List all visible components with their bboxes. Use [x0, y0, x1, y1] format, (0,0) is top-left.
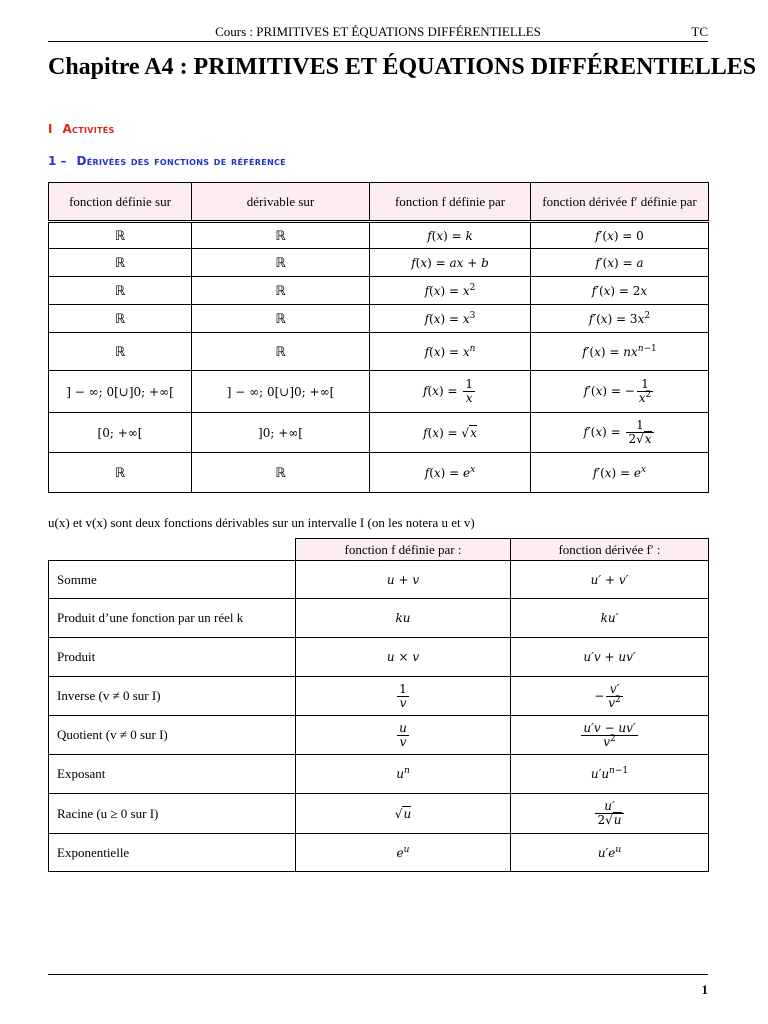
col-header-domain: fonction définie sur: [49, 183, 192, 222]
table-row: [49, 453, 709, 493]
table-row: [49, 638, 709, 677]
operations-derivatives-table: [48, 538, 709, 872]
function-cell: √u: [296, 794, 511, 834]
differentiable-cell: ℝ: [192, 277, 370, 305]
derivative-cell: $f'(x) = nx^{n-1}$: [531, 333, 709, 371]
table-header-row: [49, 539, 709, 561]
operation-label: Produit: [49, 638, 296, 677]
operation-label: Quotient (v ≠ 0 sur I): [49, 716, 296, 755]
table-row: [49, 222, 709, 249]
reference-derivatives-table: [48, 182, 709, 493]
domain-cell: ℝ: [49, 277, 192, 305]
operation-label: Somme: [49, 561, 296, 599]
function-cell: $e^u$: [296, 834, 511, 872]
subsection-number: 1 –: [48, 154, 67, 168]
differentiable-cell: ] − ∞; 0[∪]0; +∞[: [192, 371, 370, 413]
table-row: [49, 371, 709, 413]
col-header-differentiable: dérivable sur: [192, 183, 370, 222]
operation-label: Racine (u ≥ 0 sur I): [49, 794, 296, 834]
intro-text: u(x) et v(x) sont deux fonctions dérivables sur un intervalle I (on les notera u et v): [48, 515, 475, 530]
domain-cell: ℝ: [49, 222, 192, 249]
derivative-cell: u′ + v′: [511, 561, 709, 599]
section-heading: [48, 122, 115, 136]
subsection-title: Dérivées des fonctions de référence: [76, 154, 286, 168]
derivative-cell: $u'u^{n-1}$: [511, 755, 709, 794]
table-row: [49, 305, 709, 333]
derivative-cell: $f'(x) = e^x$: [531, 453, 709, 493]
table-row: [49, 413, 709, 453]
col-header-function: fonction f définie par :: [296, 539, 511, 561]
derivative-cell: f′(x) = $\frac{1}{2√x}$: [531, 413, 709, 453]
table-row: [49, 561, 709, 599]
derivative-cell: − $\frac{v'}{v^2}$: [511, 677, 709, 716]
operation-label: Produit d’une fonction par un réel k: [49, 599, 296, 638]
derivative-cell: ku′: [511, 599, 709, 638]
derivative-cell: f′(x) = a: [531, 249, 709, 277]
derivative-cell: $f'(x) = 3x^2$: [531, 305, 709, 333]
empty-header-cell: [49, 539, 296, 561]
function-cell: $u^n$: [296, 755, 511, 794]
derivative-cell: u′v + uv′: [511, 638, 709, 677]
differentiable-cell: ℝ: [192, 305, 370, 333]
running-header: [48, 24, 708, 42]
col-header-derivative: fonction dérivée f′ définie par: [531, 183, 709, 222]
function-cell: u + v: [296, 561, 511, 599]
header-title: Cours : PRIMITIVES ET ÉQUATIONS DIFFÉRENTIELLES: [215, 24, 541, 39]
function-cell: $f(x) = e^x$: [370, 453, 531, 493]
derivative-cell: $u'e^u$: [511, 834, 709, 872]
derivative-cell: $\frac{u'}{2√u}$: [511, 794, 709, 834]
domain-cell: ℝ: [49, 249, 192, 277]
function-cell: f(x) = $\frac{1}{x}$: [370, 371, 531, 413]
function-cell: ku: [296, 599, 511, 638]
function-cell: f(x) = √x: [370, 413, 531, 453]
differentiable-cell: ℝ: [192, 249, 370, 277]
table-row: [49, 834, 709, 872]
page-number: 1: [701, 982, 708, 997]
table-row: [49, 716, 709, 755]
function-cell: $f(x) = x^2$: [370, 277, 531, 305]
derivative-cell: $\frac{u'v - uv'}{v^2}$: [511, 716, 709, 755]
domain-cell: ] − ∞; 0[∪]0; +∞[: [49, 371, 192, 413]
table-row: [49, 677, 709, 716]
differentiable-cell: ℝ: [192, 453, 370, 493]
differentiable-cell: ℝ: [192, 222, 370, 249]
domain-cell: ℝ: [49, 305, 192, 333]
table-row: [49, 599, 709, 638]
differentiable-cell: ]0; +∞[: [192, 413, 370, 453]
col-header-function: fonction f définie par: [370, 183, 531, 222]
footer-rule: [48, 974, 708, 975]
function-cell: $\frac{u}{v}$: [296, 716, 511, 755]
function-cell: u × v: [296, 638, 511, 677]
chapter-title: Chapitre A4 : PRIMITIVES ET ÉQUATIONS DIFFÉRENTIELLES: [48, 54, 757, 80]
domain-cell: ℝ: [49, 453, 192, 493]
function-cell: f(x) = ax + b: [370, 249, 531, 277]
table-row: [49, 755, 709, 794]
derivative-cell: f′(x) = 0: [531, 222, 709, 249]
header-rule: [48, 41, 708, 42]
header-right-label: TC: [691, 24, 708, 39]
table-header-row: [49, 183, 709, 222]
table-row: [49, 333, 709, 371]
domain-cell: ℝ: [49, 333, 192, 371]
domain-cell: [0; +∞[: [49, 413, 192, 453]
derivative-cell: f′(x) = − $\frac{1}{x^2}$: [531, 371, 709, 413]
function-cell: $f(x) = x^3$: [370, 305, 531, 333]
col-header-derivative: fonction dérivée f′ :: [511, 539, 709, 561]
table-row: [49, 277, 709, 305]
differentiable-cell: ℝ: [192, 333, 370, 371]
operation-label: Inverse (v ≠ 0 sur I): [49, 677, 296, 716]
section-title: Activités: [62, 122, 115, 136]
section-number: I: [48, 122, 53, 136]
table-row: [49, 794, 709, 834]
table-row: [49, 249, 709, 277]
function-cell: $\frac{1}{v}$: [296, 677, 511, 716]
operation-label: Exponentielle: [49, 834, 296, 872]
function-cell: f(x) = k: [370, 222, 531, 249]
subsection-heading: [48, 154, 286, 168]
function-cell: $f(x) = x^n$: [370, 333, 531, 371]
operation-label: Exposant: [49, 755, 296, 794]
derivative-cell: f′(x) = 2x: [531, 277, 709, 305]
